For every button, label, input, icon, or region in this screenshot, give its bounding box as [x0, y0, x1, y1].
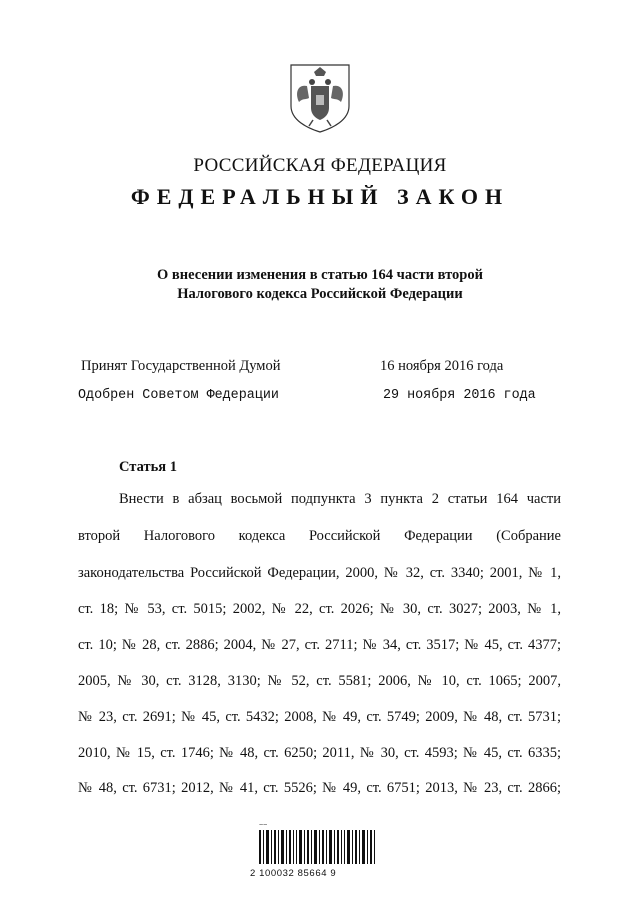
council-approval-date: 29 ноября 2016 года	[383, 388, 536, 403]
article-text-line: № 23, ст. 2691; № 45, ст. 5432; 2008, № 49, ст. 5749; 2009, № 48, ст. 5731;	[78, 709, 561, 725]
article-text-line: ст. 18; № 53, ст. 5015; 2002, № 22, ст. 2026; № 30, ст. 3027; 2003, № 1,	[78, 601, 561, 617]
country-name: РОССИЙСКАЯ ФЕДЕРАЦИЯ	[193, 155, 447, 176]
article-text-line: Внести в абзац восьмой подпункта 3 пункта 2 статьи 164 части	[119, 491, 561, 507]
law-title-line: О внесении изменения в статью 164 части второй	[157, 267, 483, 283]
article-text-line: № 48, ст. 6731; 2012, № 41, ст. 5526; № 49, ст. 6751; 2013, № 23, ст. 2866;	[78, 780, 561, 796]
article-heading: Статья 1	[119, 459, 177, 475]
barcode-number: 2 100032 85664 9	[250, 868, 337, 879]
duma-adoption-label: Принят Государственной Думой	[81, 358, 281, 374]
law-type-heading: ФЕДЕРАЛЬНЫЙ ЗАКОН	[130, 184, 510, 209]
duma-adoption-date: 16 ноября 2016 года	[380, 358, 504, 374]
law-title	[0, 266, 640, 304]
svg-text:~~: ~~	[259, 822, 268, 829]
article-text-line: второй Налогового кодекса Российской Федерации (Собрание	[78, 528, 561, 544]
law-title-line: Налогового кодекса Российской Федерации	[177, 286, 463, 302]
coat-of-arms-emblem	[287, 62, 353, 134]
article-text-line: 2010, № 15, ст. 1746; № 48, ст. 6250; 2011, № 30, ст. 4593; № 45, ст. 6335;	[78, 745, 561, 761]
council-approval-label: Одобрен Советом Федерации	[78, 388, 279, 403]
article-text-line: 2005, № 30, ст. 3128, 3130; № 52, ст. 5581; 2006, № 10, ст. 1065; 2007,	[78, 673, 561, 689]
article-text-line: ст. 10; № 28, ст. 2886; 2004, № 27, ст. 2711; № 34, ст. 3517; № 45, ст. 4377;	[78, 637, 561, 653]
article-text-line: законодательства Российской Федерации, 2000, № 32, ст. 3340; 2001, № 1,	[78, 565, 561, 581]
